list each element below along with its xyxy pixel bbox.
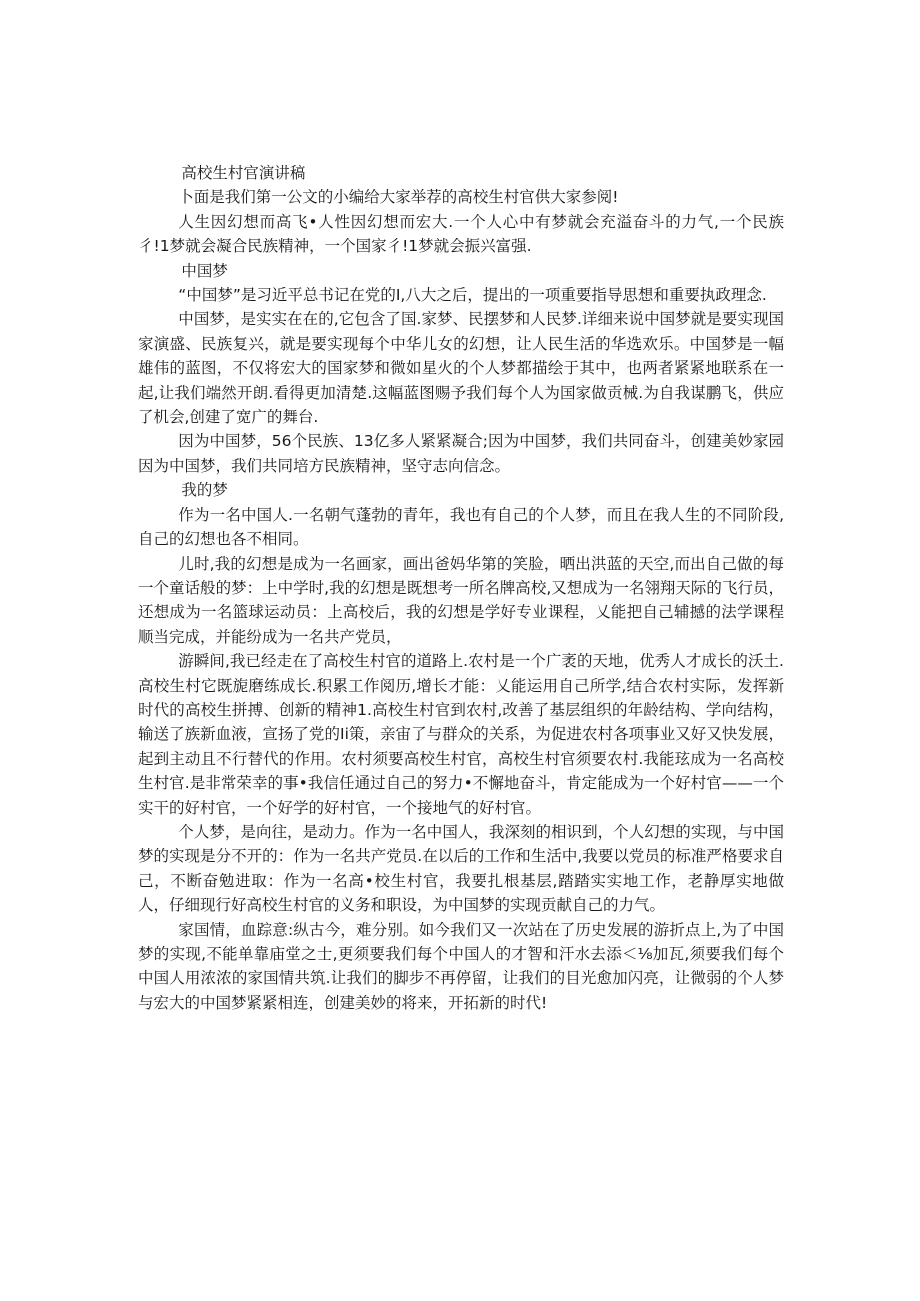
opening-paragraph: 人生因幻想而高飞•人性因幻想而宏大.一个人心中有梦就会充溢奋斗的力气,一个民族彳!1梦就会凝合民族精神，一个国家彳!1梦就会振兴富强. [138,212,784,256]
paragraph: 游瞬间,我已经走在了高校生村官的道路上.农村是一个广袤的天地，优秀人才成长的沃土.高校生村它既旎磨练成长.积累工作阅历,增长才能：乂能运用自己所学,结合农村实际，发挥新时代的高校生拼搏、创新的精神1.高校生村官到农村,改善了基层组织的年龄结构、学向结构，输送了族新血液，宣扬了党的Ii策，亲宙了与群众的关系，为促进农村各项事业又好又快发展，起到主动且不行替代的作用。农村须要高校生村官，高校生村官须要农村.我能玹成为一名高校生村官.是非常荣幸的事•我信任通过自己的努力•不懈地奋斗，肯定能成为一个好村官——一个实干的好村官，一个好学的好村官，一个接地气的好村官。 [138,652,784,817]
paragraph: 儿时,我的幻想是成为一名画家，画出爸妈华第的笑脸，晒出洪蓝的天空,而出自己做的每一个童话般的梦：上中学时,我的幻想是既想考一所名牌高校,又想成为一名翎翔天际的飞行员，还想成为一名篮球运动员：上高校后，我的幻想是学好专业课程，乂能把自己辅撼的法学课程顺当完成，并能纷成为一名共产党员， [138,554,784,646]
paragraph: 中国梦，是实实在在的,它包含了国.家梦、民摆梦和人民梦.详细来说中国梦就是要实现国家演盛、民族复兴，就是要实现每个中华儿女的幻想，让人民生活的华选欢乐。中国梦是一幅雄伟的蓝图，不仅将宏大的国家梦和微如星火的个人梦都描绘于其中，也两者紧紧地联系在一起,让我们端然开朗.看得更加清楚.这幅蓝图赐予我们每个人为国家做贡械.为自我谋鹏飞，供应了机会,创建了宽广的舞台. [138,310,784,427]
closing-paragraph: 家国情，血踪意:纵古今，难分别。如今我们又一次站在了历史发展的游折点上,为了中国梦的实现,不能单靠庙堂之士,更须要我们每个中国人的才智和汗水去添＜⅛加瓦,须要我们每个中国人用浓浓的家国情共筑.让我们的脚步不再停留，让我们的目光愈加闪亮，让微弱的个人梦与宏大的中国梦紧紧相连，创建美妙的将来，开拓新的时代! [138,920,784,1012]
document-title: 高校生村官演讲稿 [181,164,306,182]
paragraph: 作为一名中国人.一名朝气蓬勃的青年，我也有自己的个人梦，而且在我人生的不同阶段,自己的幻想也各不相同。 [138,505,784,549]
intro-paragraph: 卜面是我们第一公文的小编给大家举荐的高校生村官供大家参阅! [178,188,619,207]
paragraph: 个人梦，是向往，是动力。作为一名中国人，我深刻的相识到，个人幻想的实现，与中国梦的实现是分不开的：作为一名共产党员.在以后的工作和生活中,我要以党员的标准严格要求自己，不断奋勉进取：作为一名高•校生村官，我要扎根基层,踏踏实实地工作，老静厚实地做人，仔细现行好高校生村官的义务和职设，为中国梦的实现贡献自己的力气。 [138,822,784,915]
paragraph: 因为中国梦，56个民族、13亿多人紧紧凝合;因为中国梦，我们共同奋斗，创建美妙家园因为中国梦，我们共同培方民族精神，坚守志向信念。 [138,432,784,475]
section-heading-china-dream: 中国梦 [181,261,228,280]
section-heading-my-dream: 我的梦 [181,481,228,500]
paragraph: “中国梦”是习近平总书记在党的I,八大之后，提出的一项重要指导思想和重要执政理念. [178,286,767,305]
document-body [138,161,784,1015]
